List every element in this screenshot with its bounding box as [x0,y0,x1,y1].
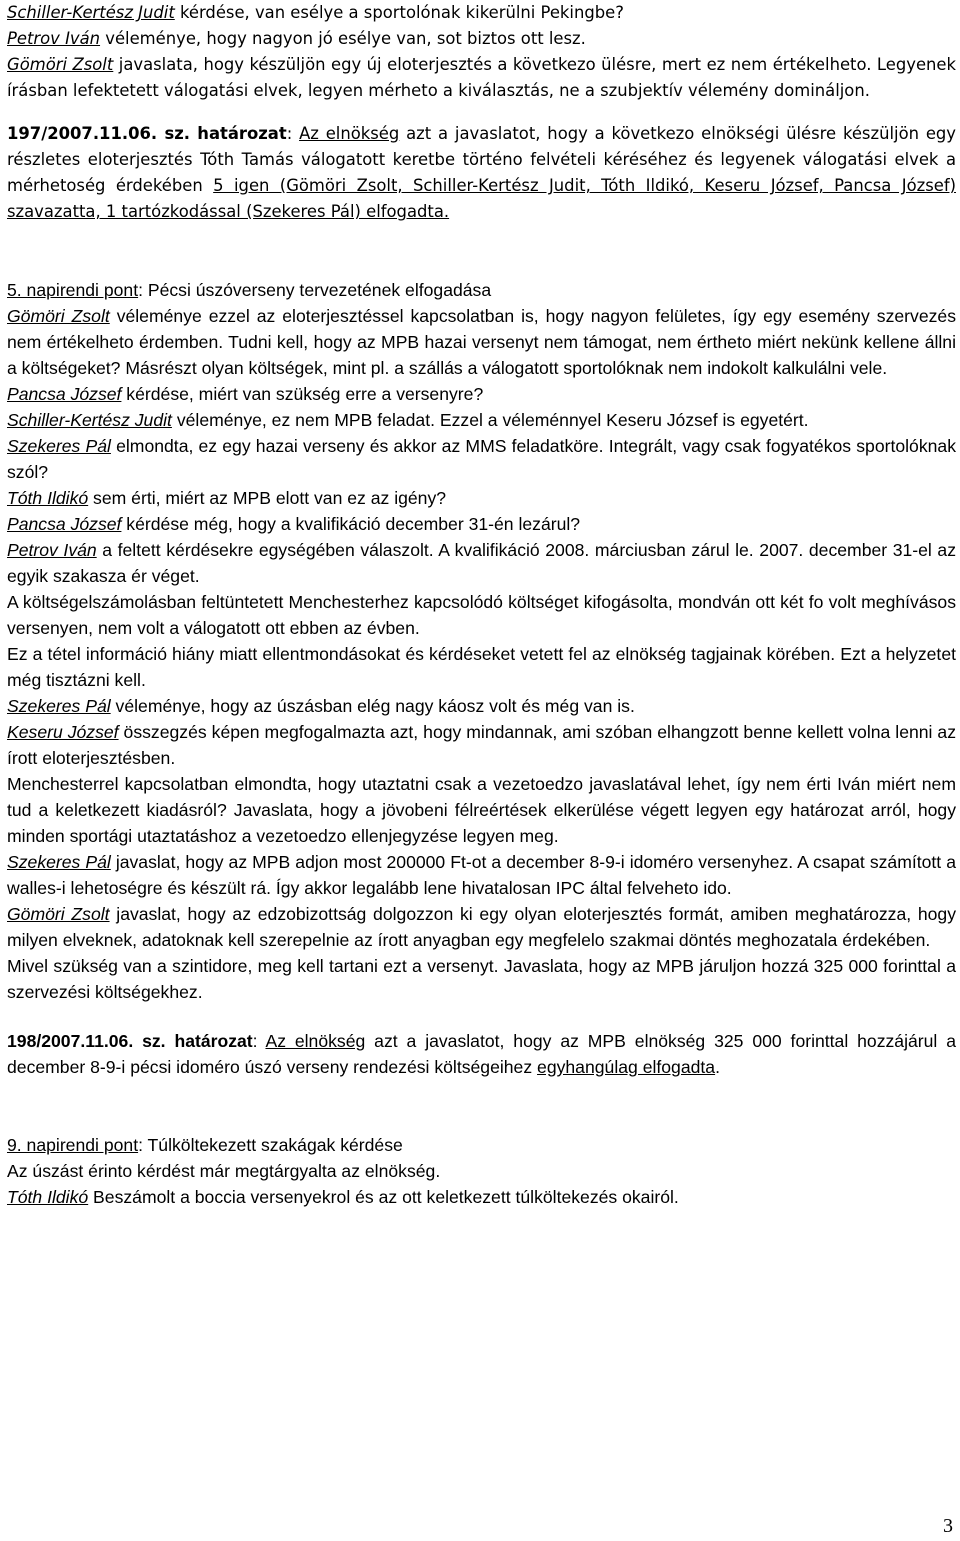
resolution-subject: Az elnökség [299,124,400,143]
resolution-197 [7,121,956,225]
speaker-name: Schiller-Kertész Judit [7,3,175,22]
intro-section [7,0,956,104]
speaker-name: Szekeres Pál [7,852,111,872]
agenda-label: 5. napirendi pont [7,280,139,300]
page-number: 3 [943,1515,953,1537]
speaker-name: Pancsa József [7,384,122,404]
speaker-name: Szekeres Pál [7,696,111,716]
statement-text: véleménye, hogy az úszásban elég nagy káosz volt és még van is. [110,696,635,716]
statement-text: javaslat, hogy az MPB adjon most 200000 Ft-ot a december 8-9-i idoméro versenyhez. A csapat számított a walles-i lehetoségre és készült rá. Így akkor legalább lene hivatalosan IPC által felveheto ido. [7,852,956,898]
statement-text: kérdése még, hogy a kvalifikáció december 31-én lezárul? [121,514,581,534]
resolution-text: azt a javaslatot, hogy az MPB elnökség 325 000 forinttal hozzájárul a december 8-9-i pécsi idoméro úszó verseny rendezési költségeihez [7,1031,956,1077]
resolution-subject: Az elnökség [265,1031,366,1051]
statement-text: Menchesterrel kapcsolatban elmondta, hogy utaztatni csak a vezetoedzo javaslatával lehet, így nem érti Iván miért nem tud a keletkezett kiadásról? Javaslata, hogy a jövobeni félreértések elkerülése végett legyen egy határozat arról, hogy minden sportági utaztatáshoz a vezetoedzo ellenjegyzése legyen meg. [7,774,956,846]
speaker-name: Petrov Iván [7,29,101,48]
statement-text: Beszámolt a boccia versenyekrol és az ott keletkezett túlköltekezés okairól. [88,1187,679,1207]
statement-text: véleménye ezzel az eloterjesztéssel kapcsolatban is, hogy nagyon felületes, így egy esemény szervezés nem értékelheto érdemben. Tudni kell, hogy az MPB hazai versenyt nem támogat, nem értheto miért nekünk kellene állni a költségeket? Másrészt olyan költségek, mint pl. a szállás a válogatott sportolóknak nem indokolt kalkulálni vele. [7,306,956,378]
statement-paragraph [7,52,956,104]
statement-text: kérdése, miért van szükség erre a versenyre? [121,384,484,404]
statement-text: véleménye, ez nem MPB feladat. Ezzel a véleménnyel Keseru József is egyetért. [171,410,809,430]
speaker-name: Petrov Iván [7,540,97,560]
resolution-colon: : [286,124,300,143]
statement-text: kérdése, van esélye a sportolónak kikerülni Pekingbe? [174,3,624,22]
statement-text: Az úszást érinto kérdést már megtárgyalta az elnökség. [7,1161,441,1181]
speaker-name: Gömöri Zsolt [7,55,114,74]
statement-text: elmondta, ez egy hazai verseny és akkor az MMS feladatköre. Integrált, vagy csak fogyatékos sportolóknak szól? [7,436,957,482]
statement-paragraph [7,693,956,719]
statement-text: A költségelszámolásban feltüntetett Menchesterhez kapcsolódó költséget kifogásolta, mondván ott két fo volt meghívásos versenyen, nem volt a válogatott ott ebben az évben. [7,592,956,638]
resolution-vote: 5 igen (Gömöri Zsolt, Schiller-Kertész Judit, Tóth Ildikó, Keseru József, Pancsa József) szavazatta, 1 tartózkodással (Szekeres Pál) elfogadta. [7,176,956,221]
resolution-colon: : [252,1031,266,1051]
statement-paragraph [7,0,956,26]
document-page [7,0,956,1210]
resolution-text: azt a javaslatot, hogy a következo elnökségi ülésre készüljön egy részletes eloterjesztés Tóth Tamás válogatott keretbe történo felvételi kéréséhez és legyenek válogatási elvek a mérhetoség érdekében [7,124,957,195]
statement-paragraph [7,511,956,537]
resolution-number: 197/2007.11.06. sz. határozat [7,124,287,143]
statement-paragraph [7,26,956,52]
statement-paragraph [7,589,956,641]
speaker-name: Schiller-Kertész Judit [7,410,172,430]
statement-paragraph [7,407,956,433]
discussion-section-9 [7,1158,956,1210]
statement-text: összegzés képen megfogalmazta azt, hogy mindannak, ami szóban elhangzott benne kellett volna lenni az írott eloterjesztésben. [7,722,957,768]
speaker-name: Gömöri Zsolt [7,904,110,924]
resolution-end: . [715,1057,720,1077]
agenda-item-5 [7,277,956,303]
agenda-item-9 [7,1132,956,1158]
agenda-colon: : [138,1135,148,1155]
statement-text: sem érti, miért az MPB elott van ez az igény? [88,488,447,508]
statement-text: Ez a tétel információ hiány miatt ellentmondásokat és kérdéseket vetett fel az elnökség tagjainak körében. Ezt a helyzetet még tisztázni kell. [7,644,956,690]
statement-text: véleménye, hogy nagyon jó esélye van, sot biztos ott lesz. [100,29,586,48]
agenda-colon: : [138,280,148,300]
speaker-name: Gömöri Zsolt [7,306,110,326]
statement-paragraph [7,433,956,485]
statement-paragraph [7,485,956,511]
speaker-name: Pancsa József [7,514,122,534]
statement-paragraph [7,849,956,901]
resolution-198 [7,1028,956,1080]
statement-text: a feltett kérdésekre egységében válaszolt. A kvalifikáció 2008. márciusban zárul le. 2007. december 31-el az egyik szakasza ér véget. [7,540,956,586]
resolution-number: 198/2007.11.06. sz. határozat [7,1031,253,1051]
statement-paragraph [7,771,956,849]
agenda-title: Túlköltekezett szakágak kérdése [147,1135,403,1155]
statement-paragraph [7,953,956,1005]
statement-paragraph [7,641,956,693]
statement-paragraph [7,381,956,407]
statement-text: Mivel szükség van a szintidore, meg kell tartani ezt a versenyt. Javaslata, hogy az MPB járuljon hozzá 325 000 forinttal a szervezési költségekhez. [7,956,956,1002]
speaker-name: Szekeres Pál [7,436,111,456]
speaker-name: Keseru József [7,722,119,742]
speaker-name: Tóth Ildikó [7,488,89,508]
statement-paragraph [7,1184,956,1210]
statement-paragraph [7,901,956,953]
statement-text: javaslat, hogy az edzobizottság dolgozzon ki egy olyan eloterjesztés formát, amiben meghatározza, hogy milyen elveknek, adatoknak kell szerepelnie az írott anyagban egy megfelelo szakmai döntés meghozatala érdekében. [7,904,956,950]
statement-paragraph [7,1158,956,1184]
agenda-title: Pécsi úszóverseny tervezetének elfogadása [147,280,492,300]
statement-paragraph [7,537,956,589]
statement-text: javaslata, hogy készüljön egy új eloterjesztés a következo ülésre, mert ez nem értékelheto. Legyenek írásban lefektetett válogatási elvek, legyen mérheto a kiválasztás, ne a szubjektív vélemény domináljon. [7,55,956,100]
agenda-label: 9. napirendi pont [7,1135,139,1155]
discussion-section-5 [7,303,956,1005]
resolution-vote: egyhangúlag elfogadta [537,1057,716,1077]
speaker-name: Tóth Ildikó [7,1187,89,1207]
statement-paragraph [7,303,956,381]
statement-paragraph [7,719,956,771]
